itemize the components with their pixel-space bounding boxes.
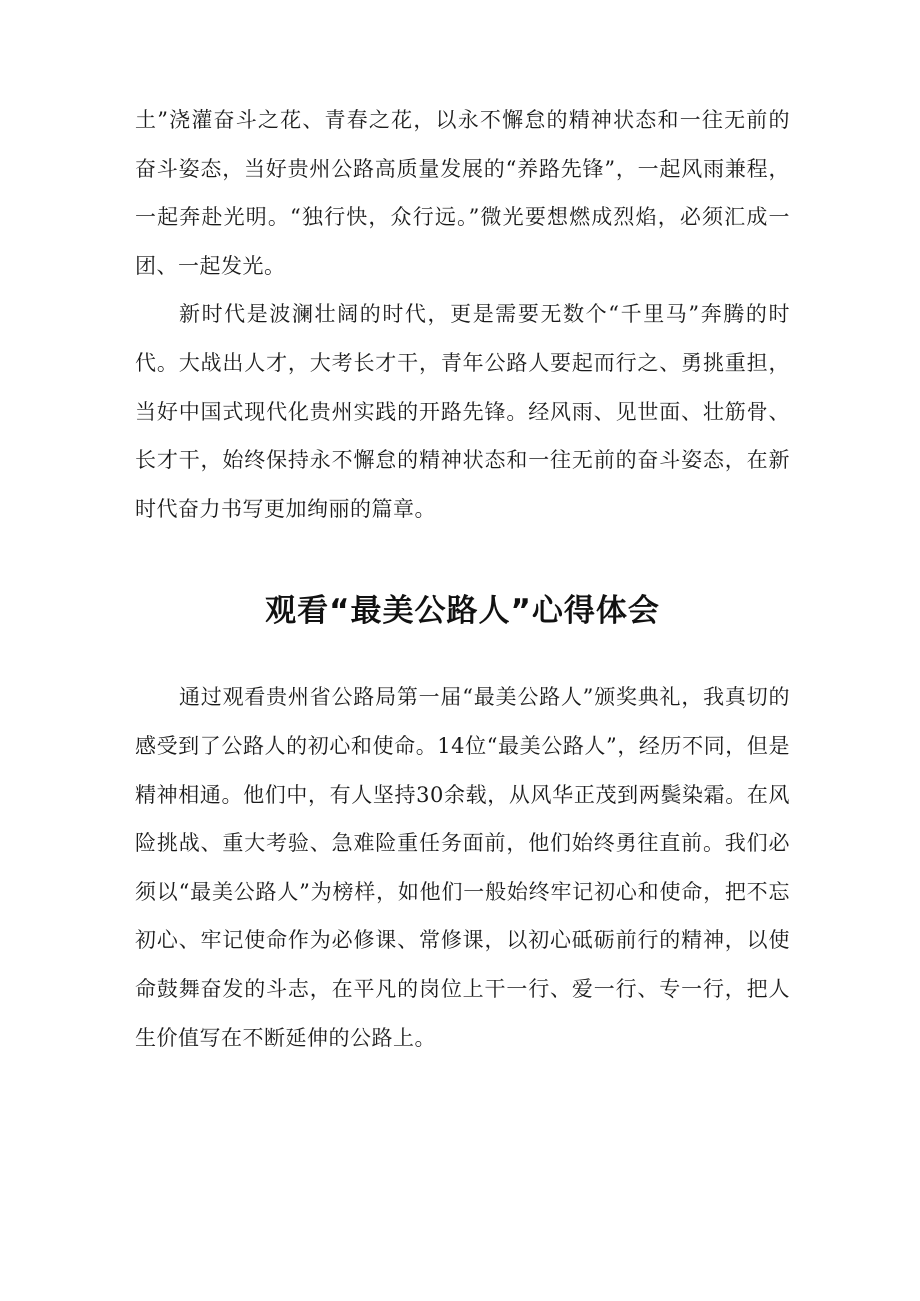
continued-paragraph: 土”浇灌奋斗之花、青春之花，以永不懈怠的精神状态和一往无前的奋斗姿态，当好贵州公路高质量发展的“养路先锋”，一起风雨兼程，一起奔赴光明。“独行快，众行远。”微光要想燃成烈焰，必须汇成一团、一起发光。 xyxy=(135,108,790,278)
article-section xyxy=(135,673,790,1062)
paragraph-reflection: 通过观看贵州省公路局第一届“最美公路人”颁奖典礼，我真切的感受到了公路人的初心和使命。14位“最美公路人”，经历不同，但是精神相通。他们中，有人坚持30余载，从风华正茂到两鬓染霜。在风险挑战、重大考验、急难险重任务面前，他们始终勇往直前。我们必须以“最美公路人”为榜样，如他们一般始终牢记初心和使命，把不忘初心、牢记使命作为必修课、常修课，以初心砥砺前行的精神，以使命鼓舞奋发的斗志，在平凡的岗位上干一行、爱一行、专一行，把人生价值写在不断延伸的公路上。 xyxy=(135,685,790,1050)
document-body xyxy=(135,96,790,1062)
section-heading xyxy=(135,591,790,631)
previous-section xyxy=(135,96,790,533)
paragraph-new-era: 新时代是波澜壮阔的时代，更是需要无数个“千里马”奔腾的时代。大战出人才，大考长才干，青年公路人要起而行之、勇挑重担，当好中国式现代化贵州实践的开路先锋。经风雨、见世面、壮筋骨、长才干，始终保持永不懈怠的精神状态和一往无前的奋斗姿态，在新时代奋力书写更加绚丽的篇章。 xyxy=(135,302,790,521)
article-title: 观看“最美公路人”心得体会 xyxy=(265,593,660,630)
